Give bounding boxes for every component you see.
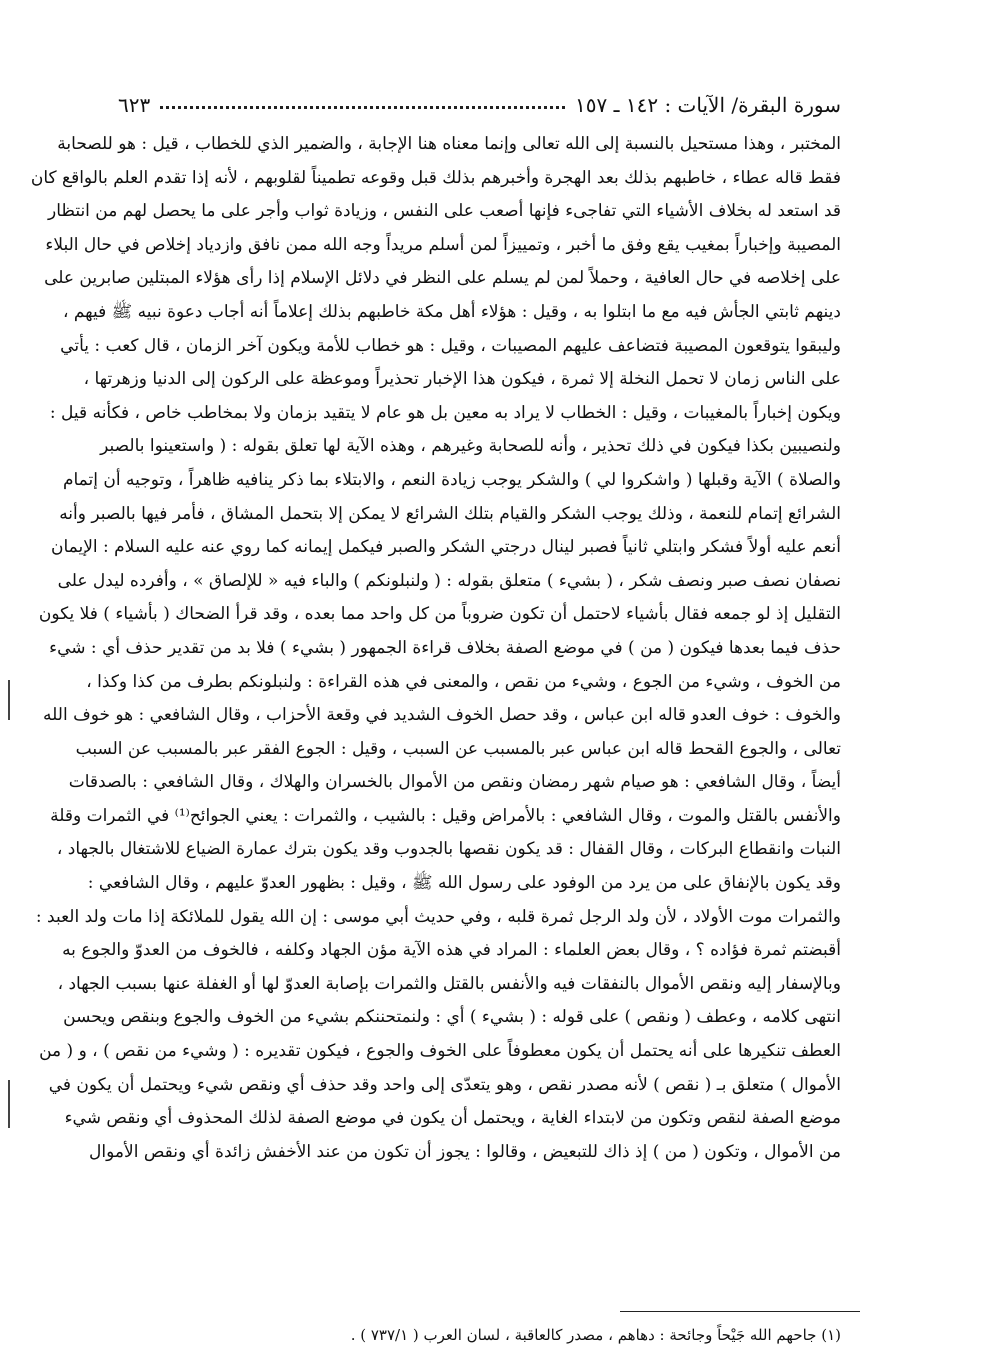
text-line: حذف فيما بعدها فيكون ( من ) في موضع الصفة بخلاف قراءة الجمهور ( بشيء ) فلا بد من تقدير حذف أي : شيء	[49, 637, 841, 658]
text-line: العطف تنكيرها على أنه يحتمل أن يكون معطوفاً على الخوف والجوع ، فيكون تقديره : ( وشيء من نقص ) ، و ( من	[39, 1041, 841, 1062]
text-line: والصلاة ) الآية وقبلها ( واشكروا لي ) والشكر يوجب زيادة النعم ، والابتلاء بما ذكر ينافيه ظاهراً ، وتوجيه أن إتمام	[62, 469, 841, 490]
text-line: على إخلاصه في حال العافية ، وحملاً لمن لم يسلم على النظر في دلائل الإسلام إذا رأى هؤلاء المبتلين صابرين على	[44, 268, 841, 289]
text-line: وليبقوا يتوقعون المصيبة فتضاعف عليهم المصيبات ، وقيل : هو خطاب للأمة ويكون آخر الزمان ، قال كعب : يأتي	[60, 335, 841, 356]
text-line: من الخوف ، وشيء من الجوع ، وشيء من نقص ، والمعنى في هذه القراءة : ولنبلونكم بطرف من كذا وكذا ،	[86, 671, 841, 692]
scan-edge-mark	[8, 680, 10, 720]
text-line: النبات وانقطاع البركات ، وقال القفال : قد يكون نقصها بالجدوب وقد يكون بترك عمارة الضياع للاشتغال بالجهاد ،	[56, 839, 841, 860]
text-line: على الناس زمان لا تحمل النخلة إلا ثمرة ، فيكون هذا الإخبار تحذيراً وموعظة على الركون إلى الدنيا وزهرتها ،	[83, 369, 841, 390]
text-line: من الأموال ، وتكون ( من ) إذ ذاك للتبعيض ، وقالوا : يجوز أن تكون من عند الأخفش زائدة أي ونقص الأموال	[89, 1141, 841, 1162]
text-line: دينهم ثابتي الجأش فيه مع ما ابتلوا به ، وقيل : هؤلاء أهل مكة خاطبهم بذلك إعلاماً أنه أجاب دعوة نبيه ﷺ فيهم ،	[62, 301, 841, 322]
text-line: فقط قاله عطاء ، خاطبهم بذلك بعد الهجرة وأخبرهم بذلك قبل وقوعه تطميناً لقلوبهم ، لأنه إذا تقدم العلم بالواقع كان	[30, 167, 841, 188]
text-line: موضع الصفة لنقص وتكون من لابتداء الغاية ، ويحتمل أن يكون في موضع الصفة لذلك المحذوف أي ونقص شيء	[64, 1108, 841, 1129]
text-line: وبالإسفار إليه ونقص الأموال بالنفقات فيه والأنفس بالقتل والثمرات بإصابة العدوّ لها أو الغفلة عنها بسبب الجهاد ،	[57, 973, 841, 994]
text-line: والثمرات موت الأولاد ، لأن ولد الرجل ثمرة قلبه ، وفي حديث أبي موسى : إن الله يقول للملائكة إذا مات ولد العبد :	[35, 906, 841, 927]
text-line: انتهى كلامه ، وعطف ( ونقص ) على قوله : ( بشيء ) أي : ولنمتحننكم بشيء من الخوف والجوع وبنقص ويحسن	[63, 1007, 841, 1028]
text-line: أيضاً ، وقال الشافعي : هو صيام شهر رمضان ونقص من الأموال بالخسران والهلاك ، وقال الشافعي : بالصدقات	[68, 772, 841, 793]
text-line: والأنفس بالقتل والموت ، وقال الشافعي : بالأمراض وقيل : بالشيب ، والثمرات : يعني الجوائح⁽¹⁾ في الثمرات وقلة	[50, 805, 841, 826]
text-line: التقليل إذ لو جمعه فقال بأشياء لاحتمل أن تكون ضروباً من كل واحد مما بعده ، وقد قرأ الضحاك ( بأشياء ) فلا يكون	[38, 604, 841, 625]
text-line: أقبضتم ثمرة فؤاده ؟ ، وقال بعض العلماء : المراد في هذه الآية مؤن الجهاد وكلفه ، فالخوف من العدوّ والجوع به	[62, 940, 841, 961]
page-number: ٦٢٣	[118, 93, 151, 117]
text-line: وقد يكون بالإنفاق على من يرد من الوفود على رسول الله ﷺ ، وقيل : بظهور العدوّ عليهم ، وقال الشافعي :	[87, 873, 841, 894]
footnote: (١) جاحهم الله جَيْحاً وجائحة : دهاهم ، مصدر كالعاقبة ، لسان العرب ( ٧٣٧/١ ) .	[350, 1326, 841, 1344]
header-dotted-leader	[160, 106, 565, 109]
scan-edge-mark	[8, 1080, 10, 1128]
text-line: تعالى ، والجوع القحط قاله ابن عباس عبر بالمسبب عن السبب ، وقيل : الجوع الفقر عبر بالمسبب عن السبب	[75, 738, 841, 759]
text-line: قد استعد له بخلاف الأشياء التي تفاجىء فإنها أصعب على النفس ، وزيادة ثواب وأجر على ما يحصل لهم من انتظار	[47, 201, 841, 222]
text-line: ويكون إخباراً بالمغيبات ، وقيل : الخطاب لا يراد به معين بل هو عام لا يتقيد بزمان ولا بمخاطب خاص ، فكأنه قيل :	[49, 402, 841, 423]
text-line: الأموال ) متعلق بـ ( نقص ) لأنه مصدر نقص ، وهو يتعدّى إلى واحد وقد حذف أي ونقص شيء ويحتمل أن يكون في	[48, 1074, 841, 1095]
text-line: والخوف : خوف العدو قاله ابن عباس ، وقد حصل الخوف الشديد في وقعة الأحزاب ، وقال الشافعي : هو خوف الله	[43, 705, 841, 726]
footnote-separator	[620, 1311, 860, 1312]
text-line: ولنصيبين بكذا فيكون في ذلك تحذير ، وأنه للصحابة وغيرهم ، وهذه الآية لها تعلق بقوله : ( واستعينوا بالصبر	[100, 436, 841, 457]
text-line: المصيبة وإخباراً بمغيب يقع وفق ما أخبر ، وتمييزاً لمن أسلم مريداً وجه الله ممن نافق وازدياد إخلاص في حال البلاء	[45, 234, 841, 255]
main-text	[30, 128, 841, 1169]
header-title: سورة البقرة/ الآيات : ١٤٢ ـ ١٥٧	[575, 93, 841, 117]
text-line: أنعم عليه أولاً فشكر وابتلي ثانياً فصبر لينال درجتي الشكر والصبر فيكمل إيمانه كما روي عنه عليه السلام : الإيمان	[50, 537, 841, 558]
text-line: الشرائع إتمام للنعمة ، وذلك يوجب الشكر والقيام بتلك الشرائع لا يمكن إلا بتحمل المشاق ، فأمر فيها بالصبر وأنه	[59, 503, 841, 524]
text-line: نصفان نصف صبر ونصف شكر ، ( بشيء ) متعلق بقوله : ( ولنبلونكم ) والباء فيه « للإلصاق » ، وأفرده ليدل على	[57, 570, 841, 591]
text-line: المختبر ، وهذا مستحيل بالنسبة إلى الله تعالى وإنما معناه هنا الإجابة ، والضمير الذي للخطاب ، قيل : هو للصحابة	[57, 134, 841, 154]
running-header	[118, 88, 841, 122]
